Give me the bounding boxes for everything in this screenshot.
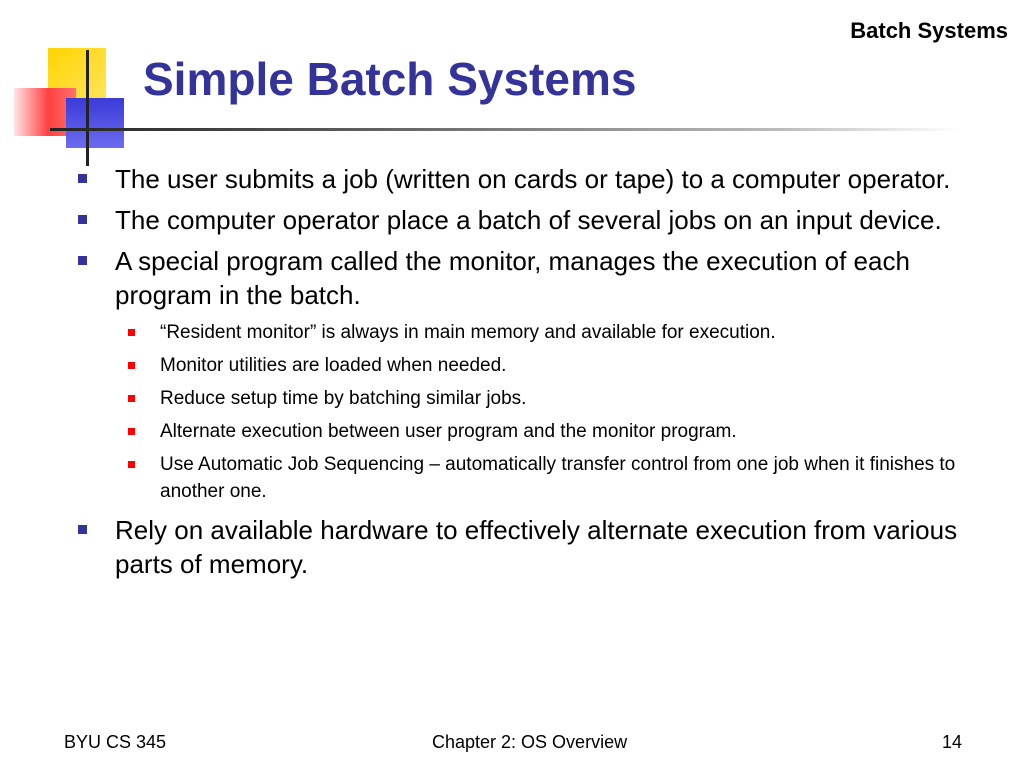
sub-bullet-text: Monitor utilities are loaded when needed. xyxy=(160,355,507,376)
bullet-text: The user submits a job (written on cards or tape) to a computer operator. xyxy=(115,164,951,194)
sub-bullet-text: Alternate execution between user program and the monitor program. xyxy=(160,421,737,442)
square-bullet-icon xyxy=(78,215,87,224)
red-square-bullet-icon xyxy=(128,428,135,435)
slide-number: 14 xyxy=(942,732,963,752)
sub-bullet-item xyxy=(115,352,998,379)
title-underline xyxy=(50,128,960,131)
square-bullet-icon xyxy=(78,525,87,534)
red-square-bullet-icon xyxy=(128,461,135,468)
sub-bullet-text: “Resident monitor” is always in main memory and available for execution. xyxy=(160,322,776,343)
sub-bullet-item xyxy=(115,418,998,445)
sub-bullet-item xyxy=(115,451,998,505)
bullet-item xyxy=(78,513,998,581)
bullet-item xyxy=(78,244,998,312)
bullet-text: The computer operator place a batch of several jobs on an input device. xyxy=(115,205,942,235)
blue-square-decoration xyxy=(66,98,124,148)
sub-bullet-text: Reduce setup time by batching similar jobs. xyxy=(160,388,527,409)
bullet-item xyxy=(78,162,998,196)
red-square-bullet-icon xyxy=(128,329,135,336)
red-square-bullet-icon xyxy=(128,395,135,402)
footer-course: BYU CS 345 xyxy=(64,732,167,752)
square-bullet-icon xyxy=(78,256,87,265)
sub-bullet-item xyxy=(115,319,998,346)
sub-bullet-item xyxy=(115,385,998,412)
bullet-text: Rely on available hardware to effectively alternate execution from various parts of memory. xyxy=(115,515,958,579)
footer-chapter: Chapter 2: OS Overview xyxy=(432,732,628,752)
bullet-text: A special program called the monitor, manages the execution of each program in the batch. xyxy=(115,246,910,310)
sub-bullet-text: Use Automatic Job Sequencing – automatically transfer control from one job when it finishes to another one. xyxy=(160,454,956,502)
slide-logo-decoration xyxy=(0,0,140,170)
bullet-item xyxy=(78,203,998,237)
sub-bullet-list xyxy=(115,319,998,505)
bullet-list xyxy=(78,162,998,588)
vertical-rule-decoration xyxy=(86,50,89,166)
square-bullet-icon xyxy=(78,174,87,183)
section-label: Batch Systems xyxy=(850,18,1008,43)
red-square-bullet-icon xyxy=(128,362,135,369)
slide-title: Simple Batch Systems xyxy=(143,53,637,105)
